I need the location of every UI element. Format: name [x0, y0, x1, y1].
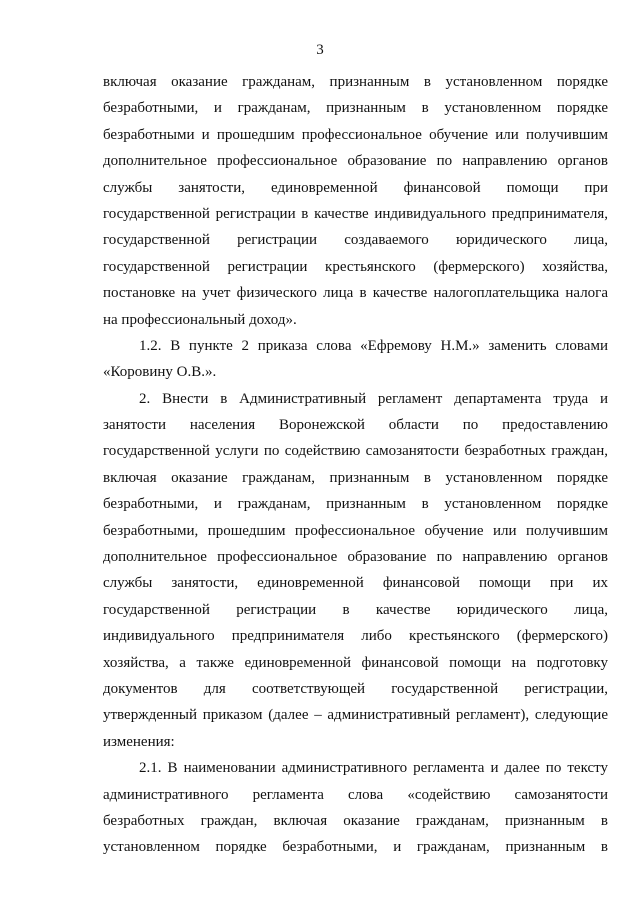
text-line: индивидуального предпринимателя либо крестьянского (фермерского)	[103, 628, 608, 645]
text-line: включая оказание гражданам, признанным в установленном порядке	[103, 469, 608, 486]
text-line: включая оказание гражданам, признанным в установленном порядке	[103, 74, 608, 90]
text-line: на профессиональный доход».	[103, 311, 297, 328]
text-line: хозяйства, а также единовременной финансовой помощи на подготовку	[103, 654, 608, 671]
document-body	[103, 69, 608, 861]
text-line: службы занятости, единовременной финансовой помощи при их	[103, 575, 608, 592]
text-line: административного регламента слова «содействию самозанятости	[103, 786, 608, 803]
text-line: безработными, и гражданам, признанным в установленном порядке	[103, 100, 608, 117]
page-number: 3	[316, 42, 324, 58]
paragraph-item-1-2	[103, 333, 608, 386]
text-line: безработными, и гражданам, признанным в установленном порядке	[103, 496, 608, 513]
text-line: «Коровину О.В.».	[103, 364, 217, 381]
text-line: службы занятости, единовременной финансовой помощи при	[103, 179, 608, 196]
paragraph-item-2	[103, 386, 608, 755]
text-line: государственной регистрации крестьянского (фермерского) хозяйства,	[103, 258, 608, 275]
paragraph-item-2-1	[103, 755, 608, 861]
paragraph-continuation	[103, 69, 608, 333]
text-line: изменения:	[103, 733, 175, 750]
text-line: постановке на учет физического лица в качестве налогоплательщика налога	[103, 285, 608, 302]
text-line: безработных граждан, включая оказание гражданам, признанным в	[103, 812, 608, 829]
text-line: установленном порядке безработными, и гражданам, признанным в	[103, 839, 608, 856]
text-line: утвержденный приказом (далее – административный регламент), следующие	[103, 707, 608, 724]
text-line: дополнительное профессиональное образование по направлению органов	[103, 549, 608, 566]
text-line: 2.1. В наименовании административного регламента и далее по тексту	[139, 760, 608, 777]
text-line: документов для соответствующей государственной регистрации,	[103, 680, 608, 697]
text-line: государственной регистрации в качестве юридического лица,	[103, 601, 608, 618]
text-line: занятости населения Воронежской области по предоставлению	[103, 417, 608, 434]
text-line: государственной регистрации создаваемого юридического лица,	[103, 232, 608, 249]
text-line: безработными, прошедшим профессиональное обучение или получившим	[103, 522, 608, 539]
text-line: 1.2. В пункте 2 приказа слова «Ефремову Н.М.» заменить словами	[139, 337, 608, 354]
text-line: безработными и прошедшим профессиональное обучение или получившим	[103, 126, 608, 143]
text-line: дополнительное профессиональное образование по направлению органов	[103, 153, 608, 170]
text-line: 2. Внести в Административный регламент департамента труда и	[139, 390, 608, 407]
text-line: государственной услуги по содействию самозанятости безработных граждан,	[103, 443, 608, 460]
text-line: государственной регистрации в качестве индивидуального предпринимателя,	[103, 205, 608, 222]
